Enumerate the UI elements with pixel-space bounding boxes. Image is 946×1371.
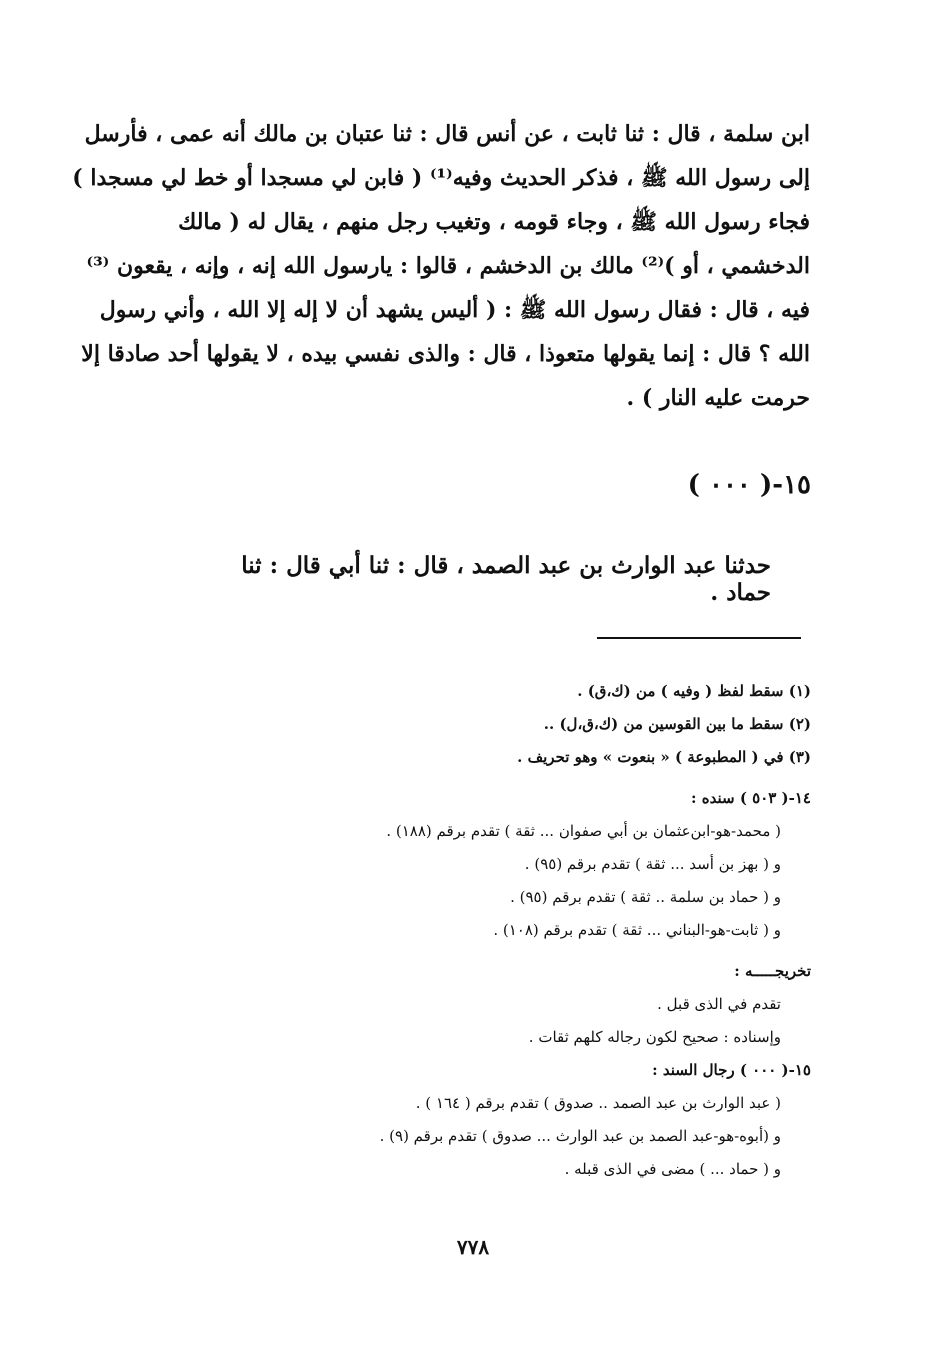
narrator-line: و (أبوه-هو-عبد الصمد بن عبد الوارث ... صدوق ) تقدم برقم (٩) . — [379, 1127, 781, 1145]
narrator-line: و ( حماد ... ) مضى في الذى قبله . — [564, 1160, 781, 1178]
page-number: ٧٧٨ — [456, 1235, 490, 1259]
body-line: فجاء رسول الله ﷺ ، وجاء قومه ، وتغيب رجل منهم ، يقال له ( مالك — [178, 209, 810, 235]
body-line: الدخشمي ، أو )⁽²⁾ مالك بن الدخشم ، قالوا : يارسول الله إنه ، وإنه ، يقعون ⁽³⁾ — [86, 253, 810, 279]
narrator-line: و ( بهز بن أسد ... ثقة ) تقدم برقم (٩٥) . — [524, 855, 781, 873]
takhrij-heading: تخريجـــــه : — [734, 962, 811, 980]
narrator-line: و ( حماد بن سلمة .. ثقة ) تقدم برقم (٩٥) . — [510, 888, 781, 906]
takhrij-line: وإسناده : صحيح لكون رجاله كلهم ثقات . — [528, 1028, 781, 1046]
takhrij-line: تقدم في الذى قبل . — [657, 995, 781, 1013]
footnote: (٢) سقط ما بين القوسين من (ك،ق،ل) .. — [543, 715, 811, 733]
hadith-number-heading: ١٥-( ٠٠٠ ) — [687, 470, 811, 500]
isnad-text: حدثنا عبد الوارث بن عبد الصمد ، قال : ثنا أبي قال : ثنا حماد . — [241, 552, 771, 606]
body-line: إلى رسول الله ﷺ ، فذكر الحديث وفيه⁽¹⁾ ( فابن لي مسجدا أو خط لي مسجدا ) — [72, 165, 810, 191]
footnote: (١) سقط لفظ ( وفيه ) من (ك،ق) . — [577, 682, 811, 700]
body-line: ابن سلمة ، قال : ثنا ثابت ، عن أنس قال : ثنا عتبان بن مالك أنه عمى ، فأرسل — [84, 121, 810, 147]
footnote: (٣) في ( المطبوعة ) « بنعوت » وهو تحريف . — [517, 748, 811, 766]
commentary-heading-14: ١٤-( ٥٠٣ ) سنده : — [691, 789, 811, 807]
footnote-divider — [597, 637, 801, 639]
body-line: حرمت عليه النار ) . — [626, 385, 810, 411]
footnotes-section — [111, 675, 811, 1186]
narrator-line: و ( ثابت-هو-البناني ... ثقة ) تقدم برقم (١٠٨) . — [493, 921, 781, 939]
spacer — [111, 947, 811, 955]
narrator-line: ( محمد-هو-ابن‌عثمان بن أبي صفوان ... ثقة ) تقدم برقم (١٨٨) . — [386, 822, 781, 840]
commentary-heading-15: ١٥-( ٠٠٠ ) رجال السند : — [652, 1061, 811, 1079]
body-line: الله ؟ قال : إنما يقولها متعوذا ، قال : والذى نفسي بيده ، لا يقولها أحد صادقا إلا — [81, 341, 810, 367]
spacer — [111, 774, 811, 782]
narrator-line: ( عبد الوارث بن عبد الصمد .. صدوق ) تقدم برقم ( ١٦٤ ) . — [415, 1094, 781, 1112]
hadith-body-text — [72, 112, 810, 420]
body-line: فيه ، قال : فقال رسول الله ﷺ : ( أليس يشهد أن لا إله إلا الله ، وأني رسول — [99, 297, 810, 323]
